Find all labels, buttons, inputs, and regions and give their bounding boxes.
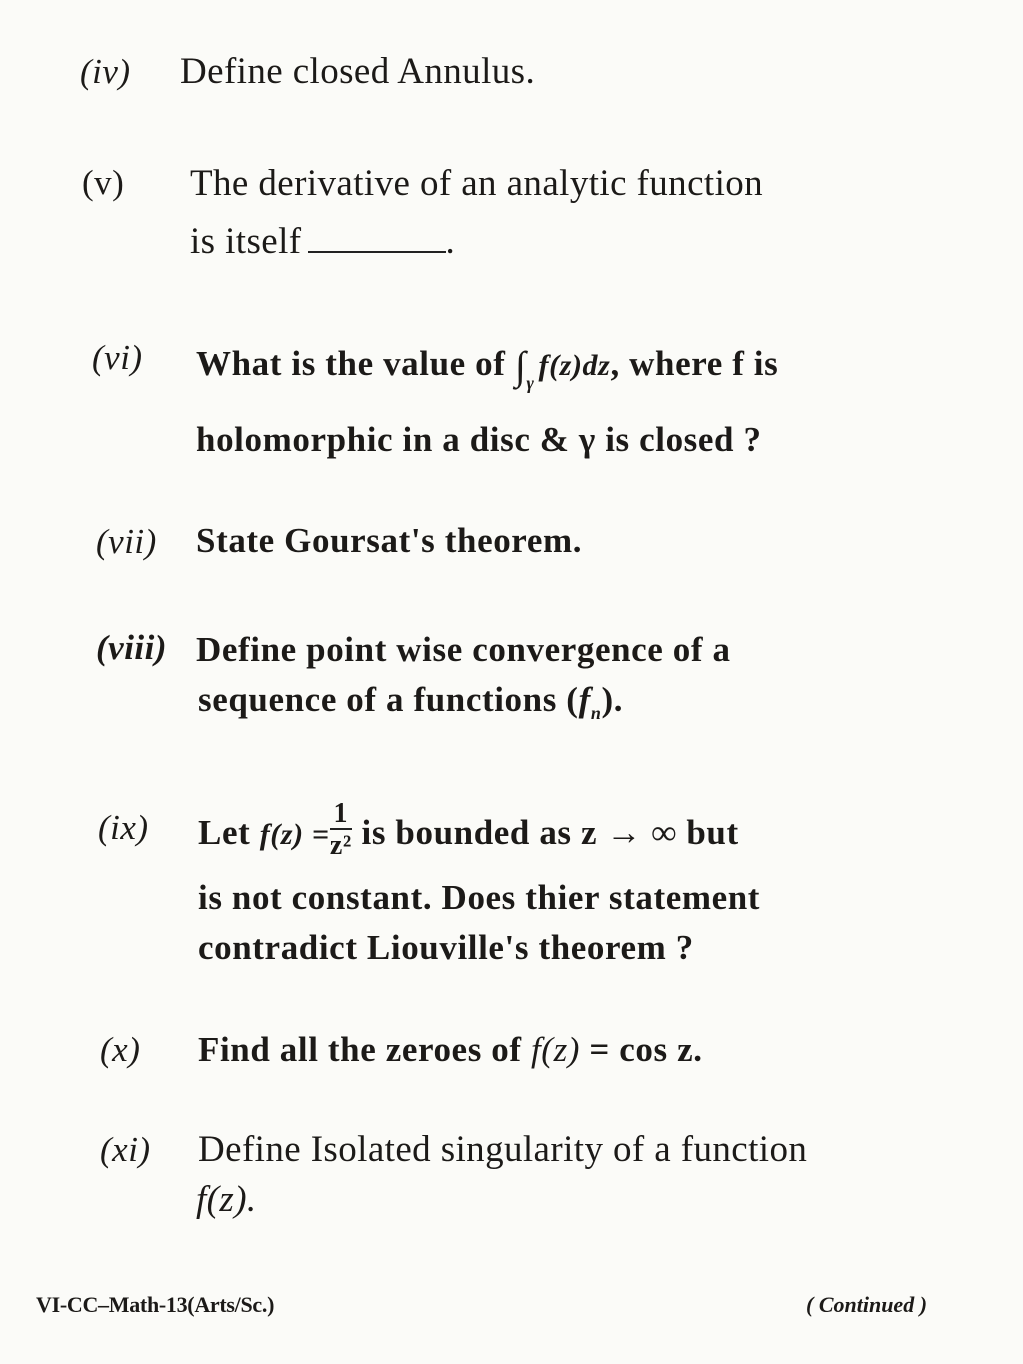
question-text-line3: contradict Liouville's theorem ?: [198, 928, 694, 967]
question-text: What is the value of: [196, 344, 506, 383]
fraction: [330, 800, 353, 860]
fill-in-blank: [308, 251, 446, 253]
integrand: f(z)dz: [538, 349, 611, 382]
continued-label: ( Continued ): [806, 1292, 928, 1317]
question-number: (v): [82, 163, 125, 202]
question-text-line2: f(z).: [196, 1179, 257, 1220]
question-number: (iv): [80, 52, 131, 91]
punctuation: .: [445, 221, 456, 262]
question-text-line2: [198, 680, 623, 724]
question-text: [198, 1030, 703, 1070]
function-symbol: f: [578, 680, 591, 719]
question-number: (ix): [98, 808, 149, 847]
question-text-line2: holomorphic in a disc & γ is closed ?: [196, 420, 762, 459]
question-text: is bounded as z → ∞ but: [361, 813, 739, 853]
question-text: State Goursat's theorem.: [196, 521, 583, 560]
question-text-prefix: Find all the zeroes of: [198, 1030, 522, 1069]
question-text: Let: [198, 813, 251, 853]
integral-symbol: ∫: [514, 343, 527, 388]
question-text-line2: is not constant. Does thier statement: [198, 878, 761, 917]
question-text-line1: The derivative of an analytic function: [190, 163, 764, 204]
numerator: 1: [330, 800, 353, 830]
question-text-line1: Define point wise convergence of a: [196, 630, 731, 669]
function-expression: f(z) =: [259, 818, 330, 852]
question-text: , where f is: [610, 344, 779, 383]
paper-code: VI-CC–Math-13(Arts/Sc.): [36, 1292, 275, 1317]
question-number: (vi): [92, 338, 143, 377]
question-number: (vii): [96, 522, 157, 561]
question-text: Define closed Annulus.: [180, 51, 536, 92]
question-text-line1: [198, 798, 739, 866]
subscript: n: [590, 703, 602, 723]
question-text-line1: [196, 338, 779, 393]
denominator: z²: [329, 830, 352, 861]
integral-subscript: γ: [526, 373, 535, 393]
question-text-line1: Define Isolated singularity of a function: [198, 1129, 808, 1170]
question-text-suffix: = cos z.: [589, 1030, 703, 1069]
punctuation: ).: [601, 680, 624, 719]
question-number: (x): [100, 1030, 141, 1069]
question-number: (xi): [100, 1130, 151, 1169]
function-expression: f(z): [530, 1030, 581, 1069]
question-number: (viii): [96, 628, 168, 667]
question-text: sequence of a functions (: [198, 680, 579, 719]
question-text-line2: [190, 220, 455, 263]
question-text: is itself: [190, 221, 302, 262]
